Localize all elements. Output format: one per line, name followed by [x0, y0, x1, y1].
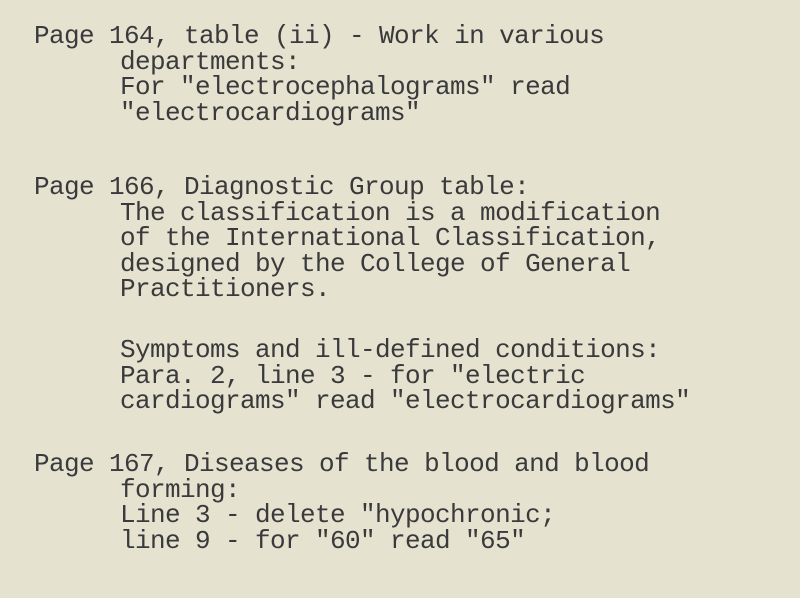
entry-heading: Page 166, Diagnostic Group table:	[34, 172, 530, 202]
entry-line: Line 3 - delete "hypochronic;	[120, 500, 556, 530]
entry-heading: Page 167, Diseases of the blood and blood	[34, 449, 650, 479]
entry-line: The classification is a modification	[120, 197, 661, 228]
entry-line: Para. 2, line 3 - for "electric	[120, 360, 586, 391]
entry-heading: Page 164, table (ii) - Work in various	[34, 21, 605, 51]
entry-line: Symptoms and ill-defined conditions:	[120, 335, 661, 365]
entry-line: designed by the College of General	[120, 248, 631, 279]
entry-line: Practitioners.	[120, 274, 331, 304]
erratum-entry-page-166	[34, 172, 794, 304]
erratum-entry-page-167	[34, 449, 794, 556]
entry-line: cardiograms" read "electrocardiograms"	[120, 386, 691, 416]
entry-line: forming:	[120, 474, 241, 505]
entry-line: line 9 - for "60" read "65"	[120, 525, 526, 556]
entry-line: "electrocardiograms"	[120, 97, 421, 128]
erratum-subparagraph	[120, 335, 800, 416]
entry-line: For "electrocephalograms" read	[120, 72, 571, 102]
entry-line: departments:	[120, 46, 301, 77]
erratum-entry-page-164	[34, 21, 794, 128]
entry-line: of the International Classification,	[120, 223, 661, 253]
